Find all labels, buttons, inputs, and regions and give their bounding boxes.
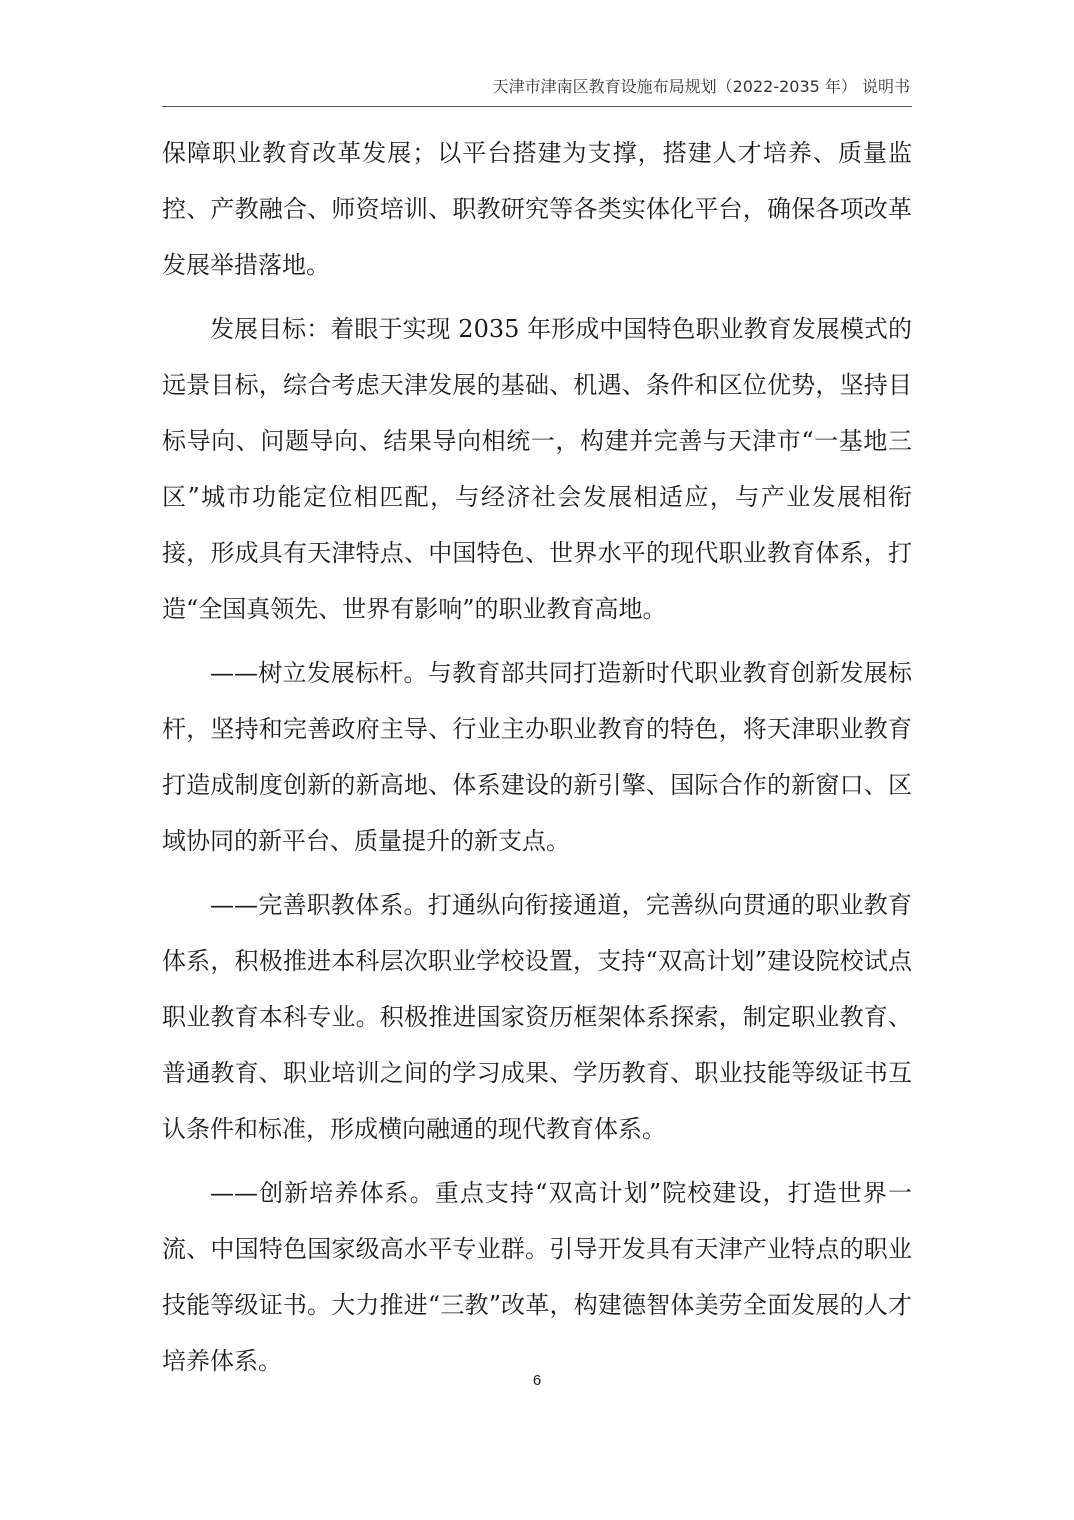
page-header xyxy=(162,76,912,107)
paragraph-benchmark: ——树立发展标杆。与教育部共同打造新时代职业教育创新发展标杆，坚持和完善政府主导、行业主办职业教育的特色，将天津职业教育打造成制度创新的新高地、体系建设的新引擎、国际合作的新窗口、区域协同的新平台、质量提升的新支点。 xyxy=(162,659,912,855)
paragraph-vocational-system: ——完善职教体系。打通纵向衔接通道，完善纵向贯通的职业教育体系，积极推进本科层次职业学校设置，支持“双高计划”建设院校试点职业教育本科专业。积极推进国家资历框架体系探索，制定职业教育、普通教育、职业培训之间的学习成果、学历教育、职业技能等级证书互认条件和标准，形成横向融通的现代教育体系。 xyxy=(162,891,912,1143)
page-number: 6 xyxy=(532,1372,542,1389)
header-title: 天津市津南区教育设施布局规划（2022-2035 年） 说明书 xyxy=(492,77,910,96)
paragraph-training-system: ——创新培养体系。重点支持“双高计划”院校建设，打造世界一流、中国特色国家级高水平专业群。引导开发具有天津产业特点的职业技能等级证书。大力推进“三教”改革，构建德智体美劳全面发展的人才培养体系。 xyxy=(162,1179,912,1375)
paragraph-continuation: 保障职业教育改革发展；以平台搭建为支撑，搭建人才培养、质量监控、产教融合、师资培训、职教研究等各类实体化平台，确保各项改革发展举措落地。 xyxy=(162,139,912,279)
document-body xyxy=(162,125,912,1397)
paragraph-development-goal: 发展目标：着眼于实现 2035 年形成中国特色职业教育发展模式的远景目标，综合考虑天津发展的基础、机遇、条件和区位优势，坚持目标导向、问题导向、结果导向相统一，构建并完善与天津市“一基地三区”城市功能定位相匹配，与经济社会发展相适应，与产业发展相衔接，形成具有天津特点、中国特色、世界水平的现代职业教育体系，打造“全国真领先、世界有影响”的职业教育高地。 xyxy=(162,315,912,623)
